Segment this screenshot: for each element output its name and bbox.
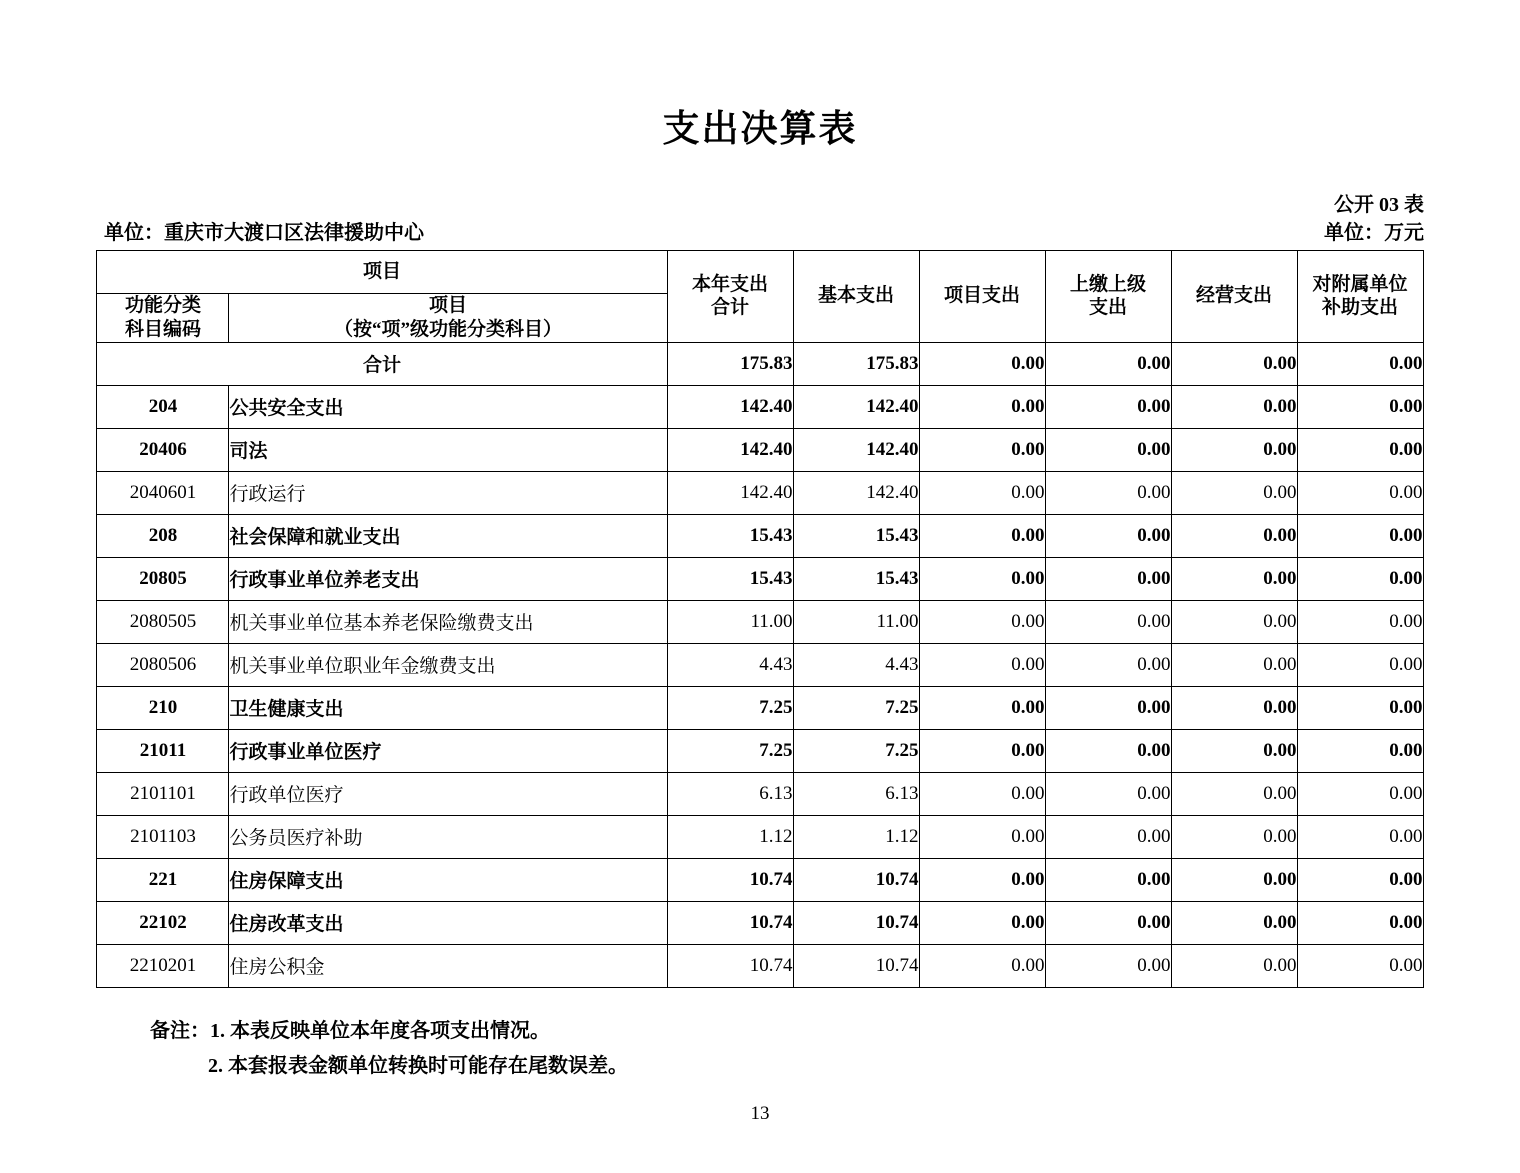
row-value-5: 0.00 [1297, 815, 1423, 858]
header-subsidiary-line1: 对附属单位 [1312, 273, 1408, 295]
header-item-line2: （按“项”级功能分类科目） [333, 318, 562, 340]
row-value-3: 0.00 [1045, 428, 1171, 471]
row-item-name: 公共安全支出 [229, 385, 667, 428]
row-value-2: 0.00 [919, 815, 1045, 858]
row-item-name: 卫生健康支出 [229, 686, 667, 729]
row-value-4: 0.00 [1171, 471, 1297, 514]
row-value-1: 15.43 [793, 514, 919, 557]
header-upper-line2: 支出 [1088, 297, 1127, 319]
row-value-5: 0.00 [1297, 686, 1423, 729]
header-item-name [229, 294, 667, 343]
row-value-3: 0.00 [1045, 471, 1171, 514]
table-row [97, 428, 1423, 471]
row-function-code: 2040601 [97, 471, 229, 514]
row-item-name: 司法 [229, 428, 667, 471]
row-value-1: 6.13 [793, 772, 919, 815]
row-value-4: 0.00 [1171, 944, 1297, 987]
row-value-0: 15.43 [667, 514, 793, 557]
row-value-3: 0.00 [1045, 385, 1171, 428]
row-value-1: 7.25 [793, 729, 919, 772]
page-title: 支出决算表 [662, 107, 858, 150]
table-row [97, 901, 1423, 944]
row-function-code: 221 [97, 858, 229, 901]
row-item-name: 住房保障支出 [229, 858, 667, 901]
row-value-4: 0.00 [1171, 858, 1297, 901]
unit-of-money: 单位：万元 [1324, 222, 1424, 244]
document-meta [0, 188, 1520, 244]
row-value-1: 10.74 [793, 944, 919, 987]
total-row-value-4: 0.00 [1171, 342, 1297, 385]
row-function-code: 22102 [97, 901, 229, 944]
table-row [97, 729, 1423, 772]
header-total-line2: 合计 [710, 297, 749, 319]
table-row [97, 772, 1423, 815]
row-value-5: 0.00 [1297, 772, 1423, 815]
row-value-4: 0.00 [1171, 557, 1297, 600]
row-value-0: 142.40 [667, 471, 793, 514]
row-value-3: 0.00 [1045, 772, 1171, 815]
row-value-2: 0.00 [919, 471, 1045, 514]
header-upper-line1: 上缴上级 [1069, 273, 1146, 295]
row-value-2: 0.00 [919, 686, 1045, 729]
row-value-5: 0.00 [1297, 557, 1423, 600]
row-item-name: 行政事业单位养老支出 [229, 557, 667, 600]
row-value-5: 0.00 [1297, 729, 1423, 772]
row-function-code: 2210201 [97, 944, 229, 987]
page-number: 13 [750, 1103, 770, 1124]
table-row [97, 514, 1423, 557]
row-value-2: 0.00 [919, 600, 1045, 643]
row-function-code: 21011 [97, 729, 229, 772]
note-item-2: 2. 本套报表金额单位转换时可能存在尾数误差。 [208, 1054, 628, 1077]
row-item-name: 行政单位医疗 [229, 772, 667, 815]
row-value-2: 0.00 [919, 729, 1045, 772]
row-value-1: 4.43 [793, 643, 919, 686]
row-value-4: 0.00 [1171, 772, 1297, 815]
row-value-4: 0.00 [1171, 901, 1297, 944]
row-value-1: 11.00 [793, 600, 919, 643]
table-row [97, 471, 1423, 514]
table-header-row-1 [97, 251, 1423, 294]
row-value-2: 0.00 [919, 385, 1045, 428]
total-row-label: 合计 [97, 342, 667, 385]
row-value-5: 0.00 [1297, 428, 1423, 471]
row-value-1: 1.12 [793, 815, 919, 858]
total-row-value-2: 0.00 [919, 342, 1045, 385]
row-value-1: 142.40 [793, 428, 919, 471]
row-value-3: 0.00 [1045, 600, 1171, 643]
table-row [97, 385, 1423, 428]
expenditure-table [96, 250, 1423, 988]
row-function-code: 208 [97, 514, 229, 557]
header-code-line1: 功能分类 [124, 295, 201, 316]
row-value-1: 142.40 [793, 471, 919, 514]
header-item-line1: 项目 [428, 295, 467, 316]
row-function-code: 2080505 [97, 600, 229, 643]
row-function-code: 210 [97, 686, 229, 729]
notes-label: 备注： [150, 1019, 210, 1042]
row-value-1: 10.74 [793, 901, 919, 944]
row-value-1: 142.40 [793, 385, 919, 428]
row-value-4: 0.00 [1171, 600, 1297, 643]
total-row-value-5: 0.00 [1297, 342, 1423, 385]
header-group-item: 项目 [97, 251, 667, 294]
row-value-5: 0.00 [1297, 901, 1423, 944]
row-value-5: 0.00 [1297, 385, 1423, 428]
row-value-3: 0.00 [1045, 686, 1171, 729]
header-project-expenditure: 项目支出 [919, 251, 1045, 343]
row-value-3: 0.00 [1045, 643, 1171, 686]
row-value-5: 0.00 [1297, 858, 1423, 901]
row-value-2: 0.00 [919, 858, 1045, 901]
row-function-code: 20805 [97, 557, 229, 600]
table-row [97, 815, 1423, 858]
header-basic-expenditure: 基本支出 [793, 251, 919, 343]
total-row-value-0: 175.83 [667, 342, 793, 385]
row-function-code: 20406 [97, 428, 229, 471]
table-row [97, 643, 1423, 686]
header-upper-level-expenditure [1045, 251, 1171, 343]
notes-block [150, 1014, 1520, 1084]
row-value-1: 15.43 [793, 557, 919, 600]
total-row-value-3: 0.00 [1045, 342, 1171, 385]
unit-name: 单位：重庆市大渡口区法律援助中心 [104, 222, 424, 244]
header-business-expenditure: 经营支出 [1171, 251, 1297, 343]
row-value-4: 0.00 [1171, 686, 1297, 729]
row-value-5: 0.00 [1297, 643, 1423, 686]
document-page [0, 98, 1520, 1173]
row-value-3: 0.00 [1045, 729, 1171, 772]
row-item-name: 社会保障和就业支出 [229, 514, 667, 557]
row-value-0: 1.12 [667, 815, 793, 858]
row-value-3: 0.00 [1045, 557, 1171, 600]
row-item-name: 行政运行 [229, 471, 667, 514]
row-item-name: 行政事业单位医疗 [229, 729, 667, 772]
row-value-0: 7.25 [667, 729, 793, 772]
row-value-0: 10.74 [667, 944, 793, 987]
row-value-4: 0.00 [1171, 428, 1297, 471]
row-item-name: 机关事业单位基本养老保险缴费支出 [229, 600, 667, 643]
table-row [97, 944, 1423, 987]
table-row [97, 686, 1423, 729]
row-value-0: 10.74 [667, 901, 793, 944]
row-value-0: 142.40 [667, 428, 793, 471]
row-function-code: 2101103 [97, 815, 229, 858]
row-value-3: 0.00 [1045, 514, 1171, 557]
row-value-4: 0.00 [1171, 815, 1297, 858]
table-row [97, 600, 1423, 643]
row-item-name: 公务员医疗补助 [229, 815, 667, 858]
row-value-0: 15.43 [667, 557, 793, 600]
row-value-2: 0.00 [919, 514, 1045, 557]
row-function-code: 2101101 [97, 772, 229, 815]
row-value-3: 0.00 [1045, 944, 1171, 987]
header-function-code [97, 294, 229, 343]
row-value-2: 0.00 [919, 944, 1045, 987]
row-function-code: 2080506 [97, 643, 229, 686]
table-head [97, 251, 1423, 343]
total-row-value-1: 175.83 [793, 342, 919, 385]
table-row-total [97, 342, 1423, 385]
row-value-4: 0.00 [1171, 385, 1297, 428]
row-value-2: 0.00 [919, 428, 1045, 471]
row-value-4: 0.00 [1171, 643, 1297, 686]
row-value-2: 0.00 [919, 772, 1045, 815]
row-value-1: 7.25 [793, 686, 919, 729]
table-row [97, 557, 1423, 600]
header-total [667, 251, 793, 343]
row-value-4: 0.00 [1171, 514, 1297, 557]
row-value-0: 4.43 [667, 643, 793, 686]
note-item-1: 1. 本表反映单位本年度各项支出情况。 [210, 1019, 550, 1042]
row-value-5: 0.00 [1297, 944, 1423, 987]
note-line-1 [150, 1014, 1520, 1049]
form-code: 公开 03 表 [1334, 194, 1424, 216]
header-subsidiary-line2: 补助支出 [1321, 297, 1398, 319]
header-code-line2: 科目编码 [124, 318, 201, 340]
row-value-5: 0.00 [1297, 514, 1423, 557]
row-value-0: 10.74 [667, 858, 793, 901]
row-value-5: 0.00 [1297, 471, 1423, 514]
table-row [97, 858, 1423, 901]
row-value-5: 0.00 [1297, 600, 1423, 643]
row-item-name: 机关事业单位职业年金缴费支出 [229, 643, 667, 686]
header-subsidiary-expenditure [1297, 251, 1423, 343]
row-value-1: 10.74 [793, 858, 919, 901]
table-body [97, 342, 1423, 987]
row-value-0: 7.25 [667, 686, 793, 729]
row-function-code: 204 [97, 385, 229, 428]
row-value-2: 0.00 [919, 557, 1045, 600]
row-value-3: 0.00 [1045, 858, 1171, 901]
row-value-3: 0.00 [1045, 901, 1171, 944]
row-value-0: 6.13 [667, 772, 793, 815]
row-value-3: 0.00 [1045, 815, 1171, 858]
row-value-2: 0.00 [919, 643, 1045, 686]
row-item-name: 住房改革支出 [229, 901, 667, 944]
row-value-4: 0.00 [1171, 729, 1297, 772]
row-value-2: 0.00 [919, 901, 1045, 944]
row-value-0: 142.40 [667, 385, 793, 428]
header-total-line1: 本年支出 [691, 273, 768, 295]
note-line-2 [150, 1049, 1520, 1084]
row-item-name: 住房公积金 [229, 944, 667, 987]
row-value-0: 11.00 [667, 600, 793, 643]
